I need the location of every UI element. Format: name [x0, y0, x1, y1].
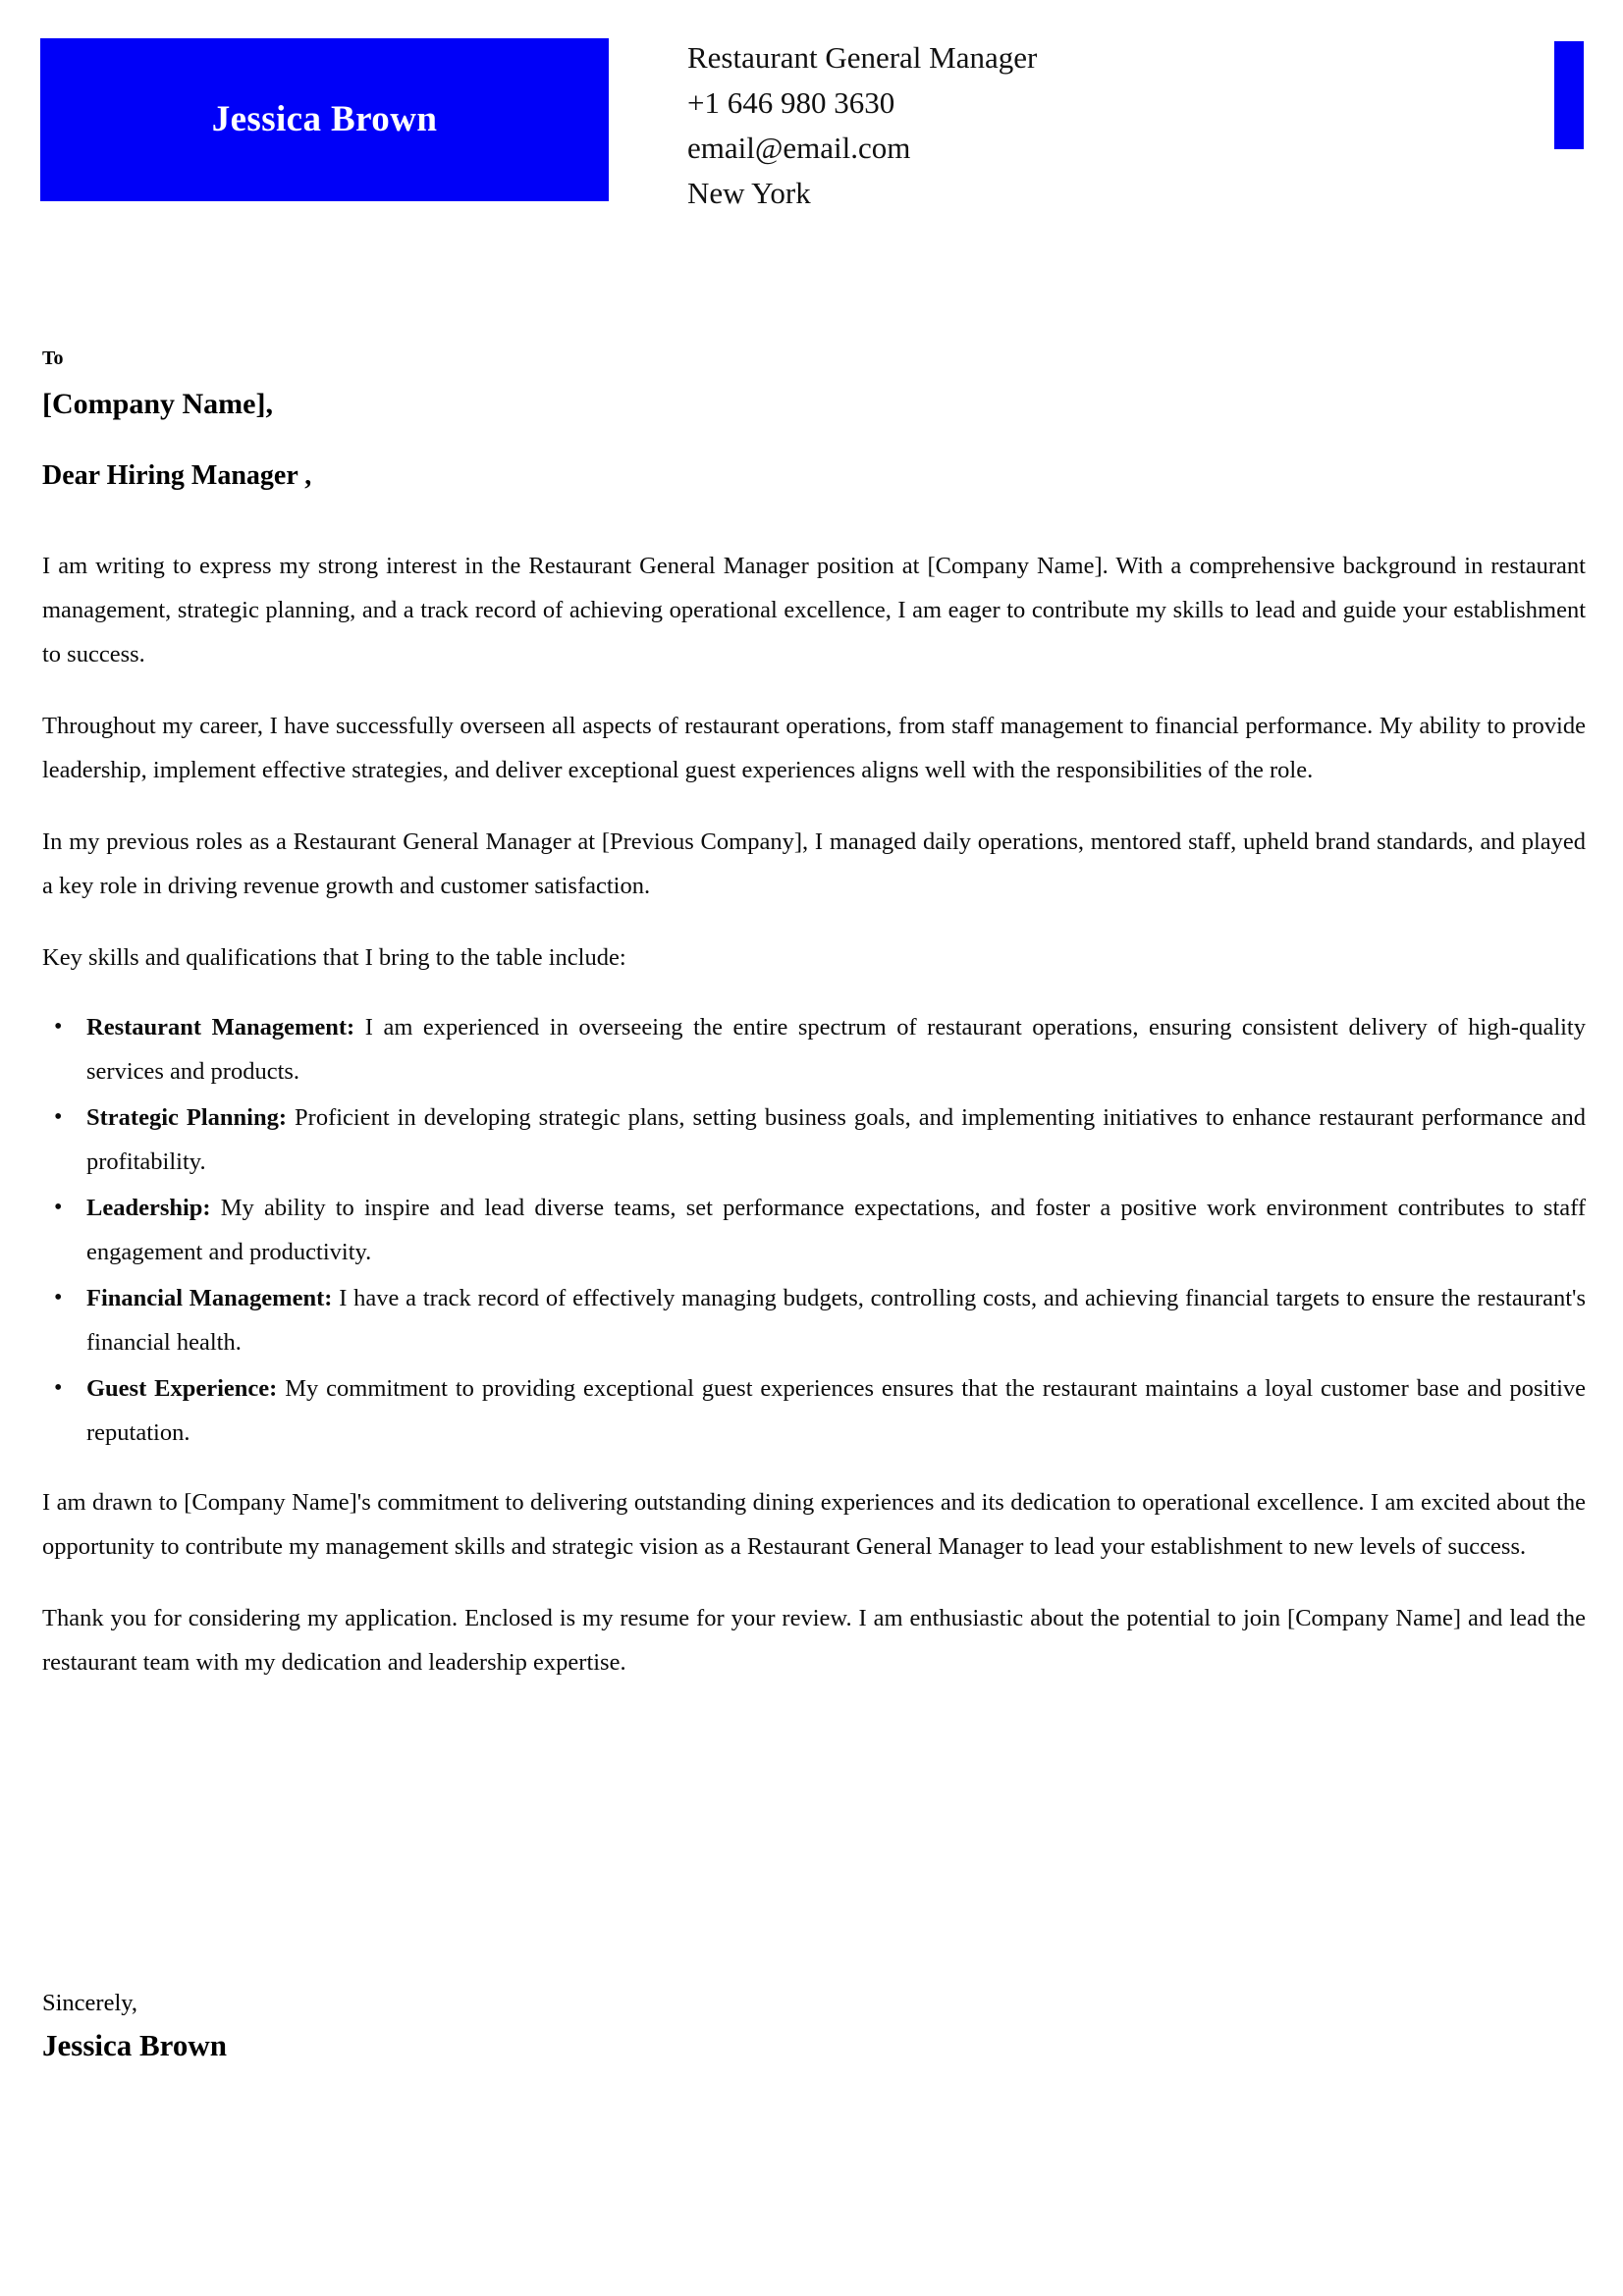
salutation: Dear Hiring Manager ,: [42, 460, 312, 491]
skill-text: My ability to inspire and lead diverse teams, set performance expectations, and foster a positive work environment contributes to staff engagement and productivity.: [86, 1195, 1586, 1265]
job-title: Restaurant General Manager: [687, 40, 1038, 75]
skill-title: Financial Management:: [86, 1285, 333, 1311]
accent-bar: [1554, 41, 1584, 149]
bullet-icon: •: [54, 1285, 63, 1310]
bullet-icon: •: [54, 1195, 63, 1220]
list-item: [42, 1366, 1586, 1455]
paragraph: Thank you for considering my application. Enclosed is my resume for your review. I am enthusiastic about the potential to join [Company Name] and lead the restaurant team with my dedication and leadership expertise.: [42, 1605, 1586, 1676]
letter-body: [42, 346, 1586, 1712]
list-item: [42, 1005, 1586, 1094]
skill-title: Leadership:: [86, 1195, 211, 1221]
signoff-text: Sincerely,: [42, 1990, 138, 2016]
email-address: email@email.com: [687, 131, 911, 165]
skill-title: Guest Experience:: [86, 1375, 278, 1402]
bullet-icon: •: [54, 1014, 63, 1040]
location: New York: [687, 176, 811, 210]
skill-text: I have a track record of effectively managing budgets, controlling costs, and achieving financial targets to ensure the restaurant's financial health.: [86, 1285, 1586, 1356]
bullet-icon: •: [54, 1375, 63, 1401]
contact-block: [687, 35, 1473, 216]
skill-text: Proficient in developing strategic plans, setting business goals, and implementing initiatives to enhance restaurant performance and profitability.: [86, 1104, 1586, 1175]
paragraph: In my previous roles as a Restaurant General Manager at [Previous Company], I managed daily operations, mentored staff, upheld brand standards, and played a key role in driving revenue growth and customer satisfaction.: [42, 828, 1586, 899]
list-item: [42, 1095, 1586, 1184]
to-label: To: [42, 347, 64, 369]
list-item: [42, 1186, 1586, 1274]
skills-intro: Key skills and qualifications that I bring to the table include:: [42, 944, 626, 971]
skill-title: Restaurant Management:: [86, 1014, 355, 1041]
skill-title: Strategic Planning:: [86, 1104, 288, 1131]
list-item: [42, 1276, 1586, 1364]
signature-block: [42, 1985, 926, 2065]
skill-text: I am experienced in overseeing the entire spectrum of restaurant operations, ensuring consistent delivery of high-quality services and products.: [86, 1014, 1586, 1085]
candidate-name: Jessica Brown: [211, 98, 438, 139]
letter-header: [0, 0, 1623, 226]
skills-list: [42, 1005, 1586, 1455]
recipient-company: [Company Name],: [42, 388, 273, 420]
signature-name: Jessica Brown: [42, 2028, 228, 2062]
bullet-icon: •: [54, 1104, 63, 1130]
phone-number: +1 646 980 3630: [687, 85, 895, 120]
name-badge: [40, 38, 609, 201]
paragraph: I am drawn to [Company Name]'s commitment to delivering outstanding dining experiences and its dedication to operational excellence. I am excited about the opportunity to contribute my management skills and strategic vision as a Restaurant General Manager to lead your establishment to new levels of success.: [42, 1489, 1586, 1560]
skill-text: My commitment to providing exceptional guest experiences ensures that the restaurant maintains a loyal customer base and positive reputation.: [86, 1375, 1586, 1446]
paragraph: I am writing to express my strong interest in the Restaurant General Manager position at [Company Name]. With a comprehensive background in restaurant management, strategic planning, and a track record of achieving operational excellence, I am eager to contribute my skills to lead and guide your establishment to success.: [42, 553, 1586, 667]
paragraph: Throughout my career, I have successfully overseen all aspects of restaurant operations, from staff management to financial performance. My ability to provide leadership, implement effective strategies, and deliver exceptional guest experiences aligns well with the responsibilities of the role.: [42, 713, 1586, 783]
